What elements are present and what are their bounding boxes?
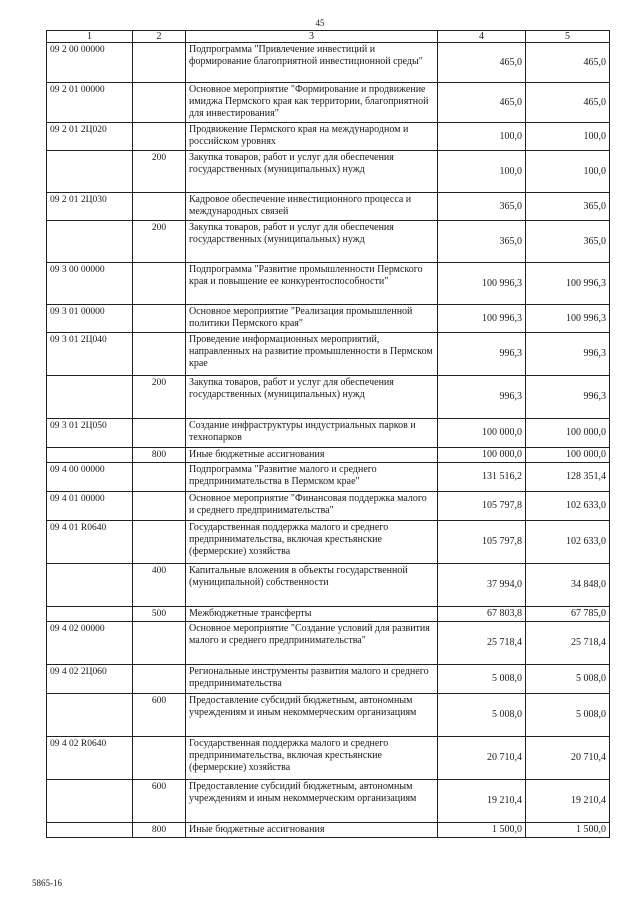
item-name: Предоставление субсидий бюджетным, автономным учреждениям и иным некоммерческим организациям: [186, 694, 438, 737]
column-header-2: 2: [133, 31, 186, 43]
table-row: [47, 737, 610, 780]
amount-column-4: 100 000,0: [438, 419, 526, 448]
item-name: Подпрограмма "Развитие промышленности Пермского края и повышение ее конкурентоспособности": [186, 263, 438, 305]
amount-column-4: 100,0: [438, 151, 526, 193]
table-row: [47, 492, 610, 521]
table-row: [47, 123, 610, 151]
expense-type-code: [133, 665, 186, 694]
target-article-code: 09 4 02 R0640: [47, 737, 133, 780]
target-article-code: 09 4 01 00000: [47, 492, 133, 521]
amount-column-5: 100 996,3: [526, 305, 610, 333]
item-name: Подпрограмма "Развитие малого и среднего предпринимательства в Пермском крае": [186, 463, 438, 492]
item-name: Межбюджетные трансферты: [186, 607, 438, 622]
item-name: Продвижение Пермского края на международном и российском уровнях: [186, 123, 438, 151]
table-row: [47, 564, 610, 607]
item-name: Кадровое обеспечение инвестиционного процесса и международных связей: [186, 193, 438, 221]
table-row: [47, 333, 610, 376]
expense-type-code: 200: [133, 376, 186, 419]
target-article-code: 09 3 01 2Ц050: [47, 419, 133, 448]
table-row: [47, 521, 610, 564]
amount-column-5: 465,0: [526, 83, 610, 123]
item-name: Закупка товаров, работ и услуг для обеспечения государственных (муниципальных) нужд: [186, 151, 438, 193]
item-name: Создание инфраструктуры индустриальных парков и технопарков: [186, 419, 438, 448]
amount-column-4: 67 803,8: [438, 607, 526, 622]
item-name: Основное мероприятие "Формирование и продвижение имиджа Пермского края как территории, благоприятной для инвестирования": [186, 83, 438, 123]
amount-column-5: 128 351,4: [526, 463, 610, 492]
amount-column-5: 34 848,0: [526, 564, 610, 607]
table-row: [47, 83, 610, 123]
item-name: Основное мероприятие "Финансовая поддержка малого и среднего предпринимательства": [186, 492, 438, 521]
item-name: Предоставление субсидий бюджетным, автономным учреждениям и иным некоммерческим организациям: [186, 780, 438, 823]
item-name: Государственная поддержка малого и среднего предпринимательства, включая крестьянские (фермерские) хозяйства: [186, 737, 438, 780]
table-row: [47, 607, 610, 622]
table-row: [47, 780, 610, 823]
target-article-code: [47, 694, 133, 737]
expense-type-code: [133, 123, 186, 151]
target-article-code: 09 2 01 2Ц030: [47, 193, 133, 221]
amount-column-5: 5 008,0: [526, 694, 610, 737]
target-article-code: 09 2 00 00000: [47, 43, 133, 83]
expense-type-code: 500: [133, 607, 186, 622]
expense-type-code: [133, 43, 186, 83]
amount-column-4: 105 797,8: [438, 521, 526, 564]
item-name: Региональные инструменты развития малого и среднего предпринимательства: [186, 665, 438, 694]
amount-column-5: 102 633,0: [526, 492, 610, 521]
amount-column-4: 365,0: [438, 193, 526, 221]
amount-column-4: 37 994,0: [438, 564, 526, 607]
table-body: [47, 43, 610, 838]
budget-table: [46, 30, 610, 838]
target-article-code: 09 3 00 00000: [47, 263, 133, 305]
amount-column-4: 19 210,4: [438, 780, 526, 823]
expense-type-code: 800: [133, 823, 186, 838]
expense-type-code: [133, 305, 186, 333]
expense-type-code: [133, 463, 186, 492]
column-header-5: 5: [526, 31, 610, 43]
amount-column-4: 131 516,2: [438, 463, 526, 492]
document-code: 5865-16: [32, 878, 62, 888]
amount-column-5: 100,0: [526, 123, 610, 151]
amount-column-4: 5 008,0: [438, 694, 526, 737]
table-row: [47, 151, 610, 193]
amount-column-4: 100,0: [438, 123, 526, 151]
table-row: [47, 193, 610, 221]
amount-column-5: 100,0: [526, 151, 610, 193]
item-name: Подпрограмма "Привлечение инвестиций и формирование благоприятной инвестиционной среды": [186, 43, 438, 83]
expense-type-code: [133, 83, 186, 123]
amount-column-5: 996,3: [526, 333, 610, 376]
amount-column-5: 19 210,4: [526, 780, 610, 823]
item-name: Основное мероприятие "Реализация промышленной политики Пермского края": [186, 305, 438, 333]
target-article-code: 09 3 01 2Ц040: [47, 333, 133, 376]
item-name: Закупка товаров, работ и услуг для обеспечения государственных (муниципальных) нужд: [186, 221, 438, 263]
expense-type-code: [133, 521, 186, 564]
item-name: Иные бюджетные ассигнования: [186, 823, 438, 838]
target-article-code: [47, 376, 133, 419]
amount-column-4: 1 500,0: [438, 823, 526, 838]
amount-column-5: 67 785,0: [526, 607, 610, 622]
expense-type-code: [133, 492, 186, 521]
amount-column-4: 996,3: [438, 376, 526, 419]
page-number: 45: [315, 18, 325, 28]
table-row: [47, 463, 610, 492]
amount-column-4: 465,0: [438, 83, 526, 123]
table-row: [47, 622, 610, 665]
amount-column-5: 365,0: [526, 221, 610, 263]
amount-column-5: 5 008,0: [526, 665, 610, 694]
table-row: [47, 694, 610, 737]
expense-type-code: [133, 622, 186, 665]
target-article-code: [47, 221, 133, 263]
amount-column-5: 100 000,0: [526, 448, 610, 463]
target-article-code: 09 3 01 00000: [47, 305, 133, 333]
expense-type-code: [133, 263, 186, 305]
expense-type-code: 400: [133, 564, 186, 607]
amount-column-4: 5 008,0: [438, 665, 526, 694]
amount-column-5: 996,3: [526, 376, 610, 419]
table-row: [47, 221, 610, 263]
expense-type-code: [133, 737, 186, 780]
expense-type-code: 600: [133, 694, 186, 737]
expense-type-code: [133, 333, 186, 376]
amount-column-4: 465,0: [438, 43, 526, 83]
target-article-code: [47, 780, 133, 823]
item-name: Капитальные вложения в объекты государственной (муниципальной) собственности: [186, 564, 438, 607]
amount-column-4: 100 996,3: [438, 305, 526, 333]
column-header-1: 1: [47, 31, 133, 43]
expense-type-code: [133, 419, 186, 448]
expense-type-code: 600: [133, 780, 186, 823]
table-row: [47, 376, 610, 419]
amount-column-4: 20 710,4: [438, 737, 526, 780]
table-row: [47, 665, 610, 694]
amount-column-4: 100 000,0: [438, 448, 526, 463]
amount-column-4: 100 996,3: [438, 263, 526, 305]
amount-column-4: 25 718,4: [438, 622, 526, 665]
expense-type-code: [133, 193, 186, 221]
target-article-code: [47, 448, 133, 463]
column-header-4: 4: [438, 31, 526, 43]
amount-column-5: 100 996,3: [526, 263, 610, 305]
table-row: [47, 43, 610, 83]
target-article-code: 09 2 01 00000: [47, 83, 133, 123]
item-name: Закупка товаров, работ и услуг для обеспечения государственных (муниципальных) нужд: [186, 376, 438, 419]
target-article-code: 09 2 01 2Ц020: [47, 123, 133, 151]
table-row: [47, 419, 610, 448]
target-article-code: [47, 151, 133, 193]
expense-type-code: 800: [133, 448, 186, 463]
amount-column-4: 365,0: [438, 221, 526, 263]
target-article-code: 09 4 02 00000: [47, 622, 133, 665]
amount-column-5: 365,0: [526, 193, 610, 221]
amount-column-5: 465,0: [526, 43, 610, 83]
target-article-code: [47, 823, 133, 838]
column-number-row: [47, 31, 610, 43]
amount-column-4: 105 797,8: [438, 492, 526, 521]
table-row: [47, 823, 610, 838]
target-article-code: [47, 564, 133, 607]
amount-column-5: 1 500,0: [526, 823, 610, 838]
amount-column-5: 20 710,4: [526, 737, 610, 780]
amount-column-5: 102 633,0: [526, 521, 610, 564]
expense-type-code: 200: [133, 151, 186, 193]
item-name: Проведение информационных мероприятий, направленных на развитие промышленности в Пермском крае: [186, 333, 438, 376]
target-article-code: [47, 607, 133, 622]
expense-type-code: 200: [133, 221, 186, 263]
target-article-code: 09 4 01 R0640: [47, 521, 133, 564]
item-name: Иные бюджетные ассигнования: [186, 448, 438, 463]
table-row: [47, 448, 610, 463]
item-name: Государственная поддержка малого и среднего предпринимательства, включая крестьянские (фермерские) хозяйства: [186, 521, 438, 564]
amount-column-5: 100 000,0: [526, 419, 610, 448]
amount-column-5: 25 718,4: [526, 622, 610, 665]
table-row: [47, 305, 610, 333]
target-article-code: 09 4 02 2Ц060: [47, 665, 133, 694]
target-article-code: 09 4 00 00000: [47, 463, 133, 492]
column-header-3: 3: [186, 31, 438, 43]
amount-column-4: 996,3: [438, 333, 526, 376]
table-row: [47, 263, 610, 305]
item-name: Основное мероприятие "Создание условий для развития малого и среднего предпринимательства": [186, 622, 438, 665]
